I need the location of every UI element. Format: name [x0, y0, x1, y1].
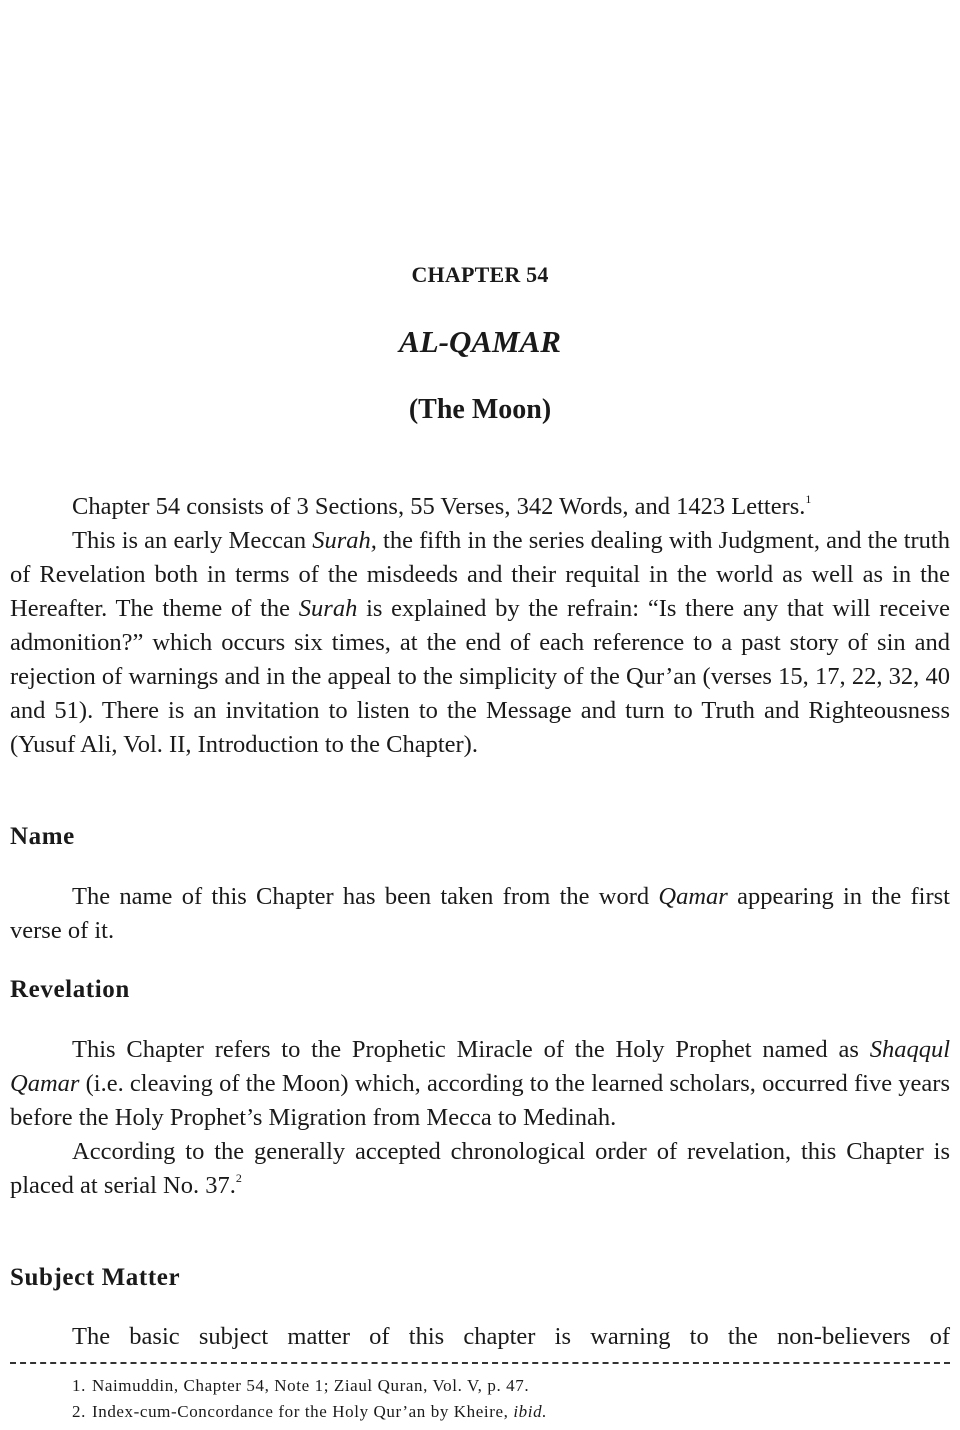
revelation-text-part-1: This Chapter refers to the Prophetic Miracle of the Holy Prophet named as	[72, 1036, 870, 1063]
revelation-paragraph-1	[10, 1033, 950, 1135]
footnote-2-text: Index-cum-Concordance for the Holy Qur’an by Kheire,	[91, 1402, 514, 1421]
footnote-1	[72, 1373, 950, 1399]
footnote-ref-1: 1	[805, 492, 812, 506]
name-text-part-2: appearing in the first verse of it.	[10, 883, 950, 944]
footnote-1-number: 1.	[72, 1376, 86, 1395]
intro-section	[10, 490, 950, 762]
subject-heading: Subject Matter	[10, 1264, 181, 1291]
footnote-2	[72, 1399, 950, 1425]
revelation-heading: Revelation	[10, 976, 130, 1003]
revelation-text-part-3: According to the generally accepted chronological order of revelation, this Chapter is placed at serial No. 37.	[10, 1138, 950, 1199]
revelation-paragraph-2	[10, 1135, 950, 1203]
name-paragraph	[10, 880, 950, 948]
footnote-ref-2: 2	[235, 1171, 242, 1185]
revelation-term: Shaqqul Qamar	[10, 1036, 950, 1097]
intro-text-part-1: This is an early Meccan	[72, 527, 313, 554]
subject-section	[10, 1320, 950, 1354]
name-heading: Name	[10, 823, 75, 850]
intro-term-surah-2: Surah	[298, 595, 358, 622]
footnotes	[72, 1373, 950, 1425]
intro-paragraph	[10, 524, 950, 762]
stats-text: Chapter 54 consists of 3 Sections, 55 Verses, 342 Words, and 1423 Letters.	[72, 493, 806, 520]
book-page	[10, 0, 950, 1430]
chapter-number: CHAPTER 54	[411, 262, 549, 287]
name-text-part-1: The name of this Chapter has been taken from the word	[72, 883, 659, 910]
intro-term-surah-1: Surah,	[312, 527, 377, 554]
revelation-text-part-2: (i.e. cleaving of the Moon) which, according to the learned scholars, occurred five years before the Holy Prophet’s Migration from Mecca to Medinah.	[10, 1070, 950, 1131]
footnote-divider	[10, 1362, 950, 1364]
name-term: Qamar	[658, 883, 728, 910]
name-section	[10, 880, 950, 948]
subject-paragraph: The basic subject matter of this chapter is warning to the non-believers of	[72, 1323, 950, 1350]
intro-text-part-2: the fifth in the series dealing with Judgment, and the truth of Revelation both in terms of the misdeeds and their requital in the world as well as in the Hereafter. The theme of the	[10, 527, 950, 622]
revelation-section	[10, 1033, 950, 1203]
chapter-subtitle: (The Moon)	[408, 394, 552, 425]
chapter-title: AL-QAMAR	[399, 324, 561, 359]
stats-paragraph	[10, 490, 950, 524]
intro-text-part-3: is explained by the refrain: “Is there any that will receive admonition?” which occurs six times, at the end of each reference to a past story of sin and rejection of warnings and in the appeal to the simplicity of the Qur’an (verses 15, 17, 22, 32, 40 and 51). There is an invitation to listen to the Message and turn to Truth and Righteousness (Yusuf Ali, Vol. II, Introduction to the Chapter).	[10, 595, 950, 758]
footnote-2-number: 2.	[72, 1402, 86, 1421]
footnote-2-ibid: ibid.	[513, 1402, 548, 1421]
footnote-1-text: Naimuddin, Chapter 54, Note 1; Ziaul Quran, Vol. V, p. 47.	[91, 1376, 530, 1395]
